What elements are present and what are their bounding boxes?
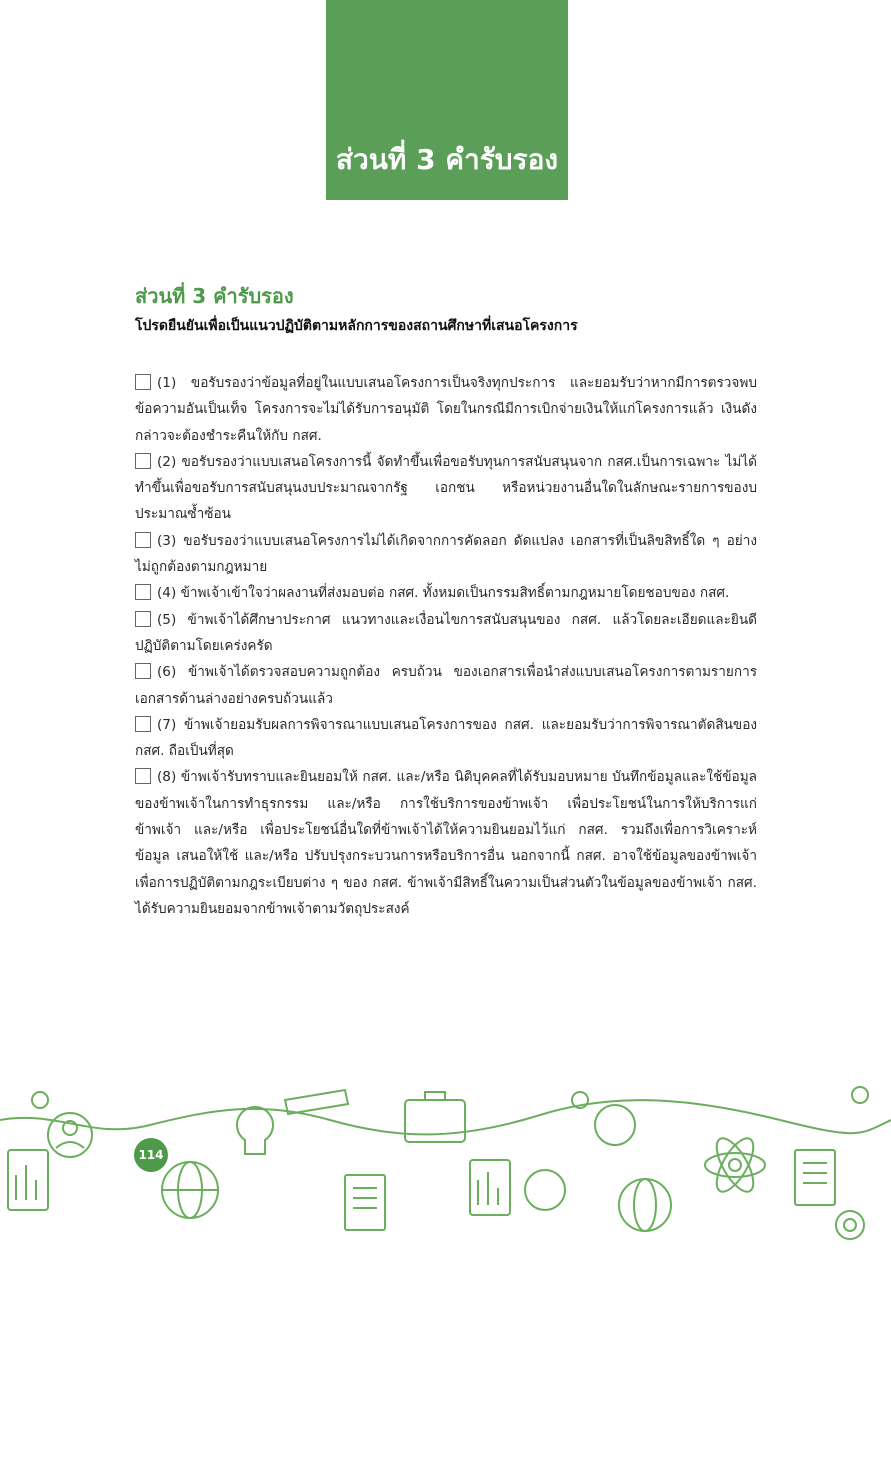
checkbox[interactable] (135, 584, 151, 600)
page-number-badge (133, 1437, 169, 1473)
target-icon (836, 1211, 864, 1239)
checkbox[interactable] (135, 532, 151, 548)
certification-item (135, 528, 757, 581)
certification-item (135, 712, 757, 765)
document-icon (795, 1150, 835, 1205)
checkbox[interactable] (135, 663, 151, 679)
section-title: ส่วนที่ 3 คำรับรอง (135, 284, 294, 308)
certification-item (135, 370, 757, 449)
certification-item (135, 607, 757, 660)
checkbox[interactable] (135, 768, 151, 784)
pattern-line-icon (0, 1100, 891, 1134)
certification-text: (3) ขอรับรองว่าแบบเสนอโครงการไม่ได้เกิดจากการคัดลอก ดัดแปลง เอกสารที่เป็นลิขสิทธิ์ใด ๆ อย่างไม่ถูกต้องตามกฎหมาย (135, 532, 757, 576)
checkbox[interactable] (135, 374, 151, 390)
certification-text: (7) ข้าพเจ้ายอมรับผลการพิจารณาแบบเสนอโครงการของ กสศ. และยอมรับว่าการพิจารณาตัดสินของ กสศ. ถือเป็นที่สุด (135, 716, 757, 760)
section-header-title: ส่วนที่ 3 คำรับรอง (335, 143, 559, 176)
checkbox[interactable] (135, 611, 151, 627)
certification-item (135, 580, 757, 606)
telescope-icon (285, 1090, 348, 1114)
globe-icon (619, 1179, 671, 1231)
atom-icon (729, 1159, 741, 1171)
checkbox[interactable] (135, 716, 151, 732)
certification-item (135, 659, 757, 712)
page-number: 114 (134, 1138, 168, 1172)
footer-doodle-pattern (0, 1080, 891, 1242)
checkbox[interactable] (135, 453, 151, 469)
gear-icon (32, 1092, 48, 1108)
gear-icon (852, 1087, 868, 1103)
bulb-icon (237, 1107, 273, 1154)
certification-text: (6) ข้าพเจ้าได้ตรวจสอบความถูกต้อง ครบถ้วน ของเอกสารเพื่อนำส่งแบบเสนอโครงการตามรายการเอกสารด้านล่างอย่างครบถ้วนแล้ว (135, 664, 757, 707)
certification-text: (8) ข้าพเจ้ารับทราบและยินยอมให้ กสศ. และ/หรือ นิติบุคคลที่ได้รับมอบหมาย บันทึกข้อมูลและใช้ข้อมูลของข้าพเจ้าในการทำธุรกรรม และ/หรือ การใช้บริการของข้าพเจ้า เพื่อประโยชน์ในการให้บริการแก่ข้าพเจ้า และ/หรือ เพื่อประโยชน์อื่นใดที่ข้าพเจ้าได้ให้ความยินยอมไว้แก่ กสศ. รวมถึงเพื่อการวิเคราะห์ข้อมูล เสนอให้ใช้ และ/หรือ ปรับปรุงกระบวนการหรือบริการอื่น นอกจากนี้ กสศ. อาจใช้ข้อมูลของข้าพเจ้าเพื่อการปฏิบัติตามกฎระเบียบต่าง ๆ ของ กสศ. ข้าพเจ้ามีสิทธิ์ในความเป็นส่วนตัวในข้อมูลของข้าพเจ้า กสศ. ได้รับความยินยอมจากข้าพเจ้าตามวัตถุประสงค์ (135, 769, 757, 917)
chart-icon (8, 1150, 48, 1210)
section-header-tab (326, 0, 568, 200)
person-icon (525, 1170, 565, 1210)
certification-list (135, 370, 757, 922)
certification-text: (2) ขอรับรองว่าแบบเสนอโครงการนี้ จัดทำขึ้นเพื่อขอรับทุนการสนับสนุนจาก กสศ.เป็นการเฉพาะ ไม่ได้ทำขึ้นเพื่อขอรับการสนับสนุนงบประมาณจากรัฐ เอกชน หรือหน่วยงานอื่นใดในลักษณะรายการของบประมาณซ้ำซ้อน (135, 453, 757, 523)
briefcase-icon (405, 1100, 465, 1142)
refresh-icon (595, 1105, 635, 1145)
certification-item (135, 449, 757, 528)
certification-text: (5) ข้าพเจ้าได้ศึกษาประกาศ แนวทางและเงื่อนไขการสนับสนุนของ กสศ. แล้วโดยละเอียดและยินดีปฏิบัติตามโดยเคร่งครัด (135, 611, 757, 654)
chart-icon (470, 1160, 510, 1215)
certification-text: (1) ขอรับรองว่าข้อมูลที่อยู่ในแบบเสนอโครงการเป็นจริงทุกประการ และยอมรับว่าหากมีการตรวจพบข้อความอันเป็นเท็จ โครงการจะไม่ได้รับการอนุมัติ โดยในกรณีมีการเบิกจ่ายเงินให้แก่โครงการแล้ว เงินดังกล่าวจะต้องชำระคืนให้กับ กสศ. (135, 375, 757, 444)
certification-item (135, 764, 757, 922)
certification-text: (4) ข้าพเจ้าเข้าใจว่าผลงานที่ส่งมอบต่อ กสศ. ทั้งหมดเป็นกรรมสิทธิ์ตามกฎหมายโดยชอบของ กสศ. (157, 585, 730, 602)
document-icon (345, 1175, 385, 1230)
section-subtitle: โปรดยืนยันเพื่อเป็นแนวปฏิบัติตามหลักการของสถานศึกษาที่เสนอโครงการ (135, 318, 578, 334)
